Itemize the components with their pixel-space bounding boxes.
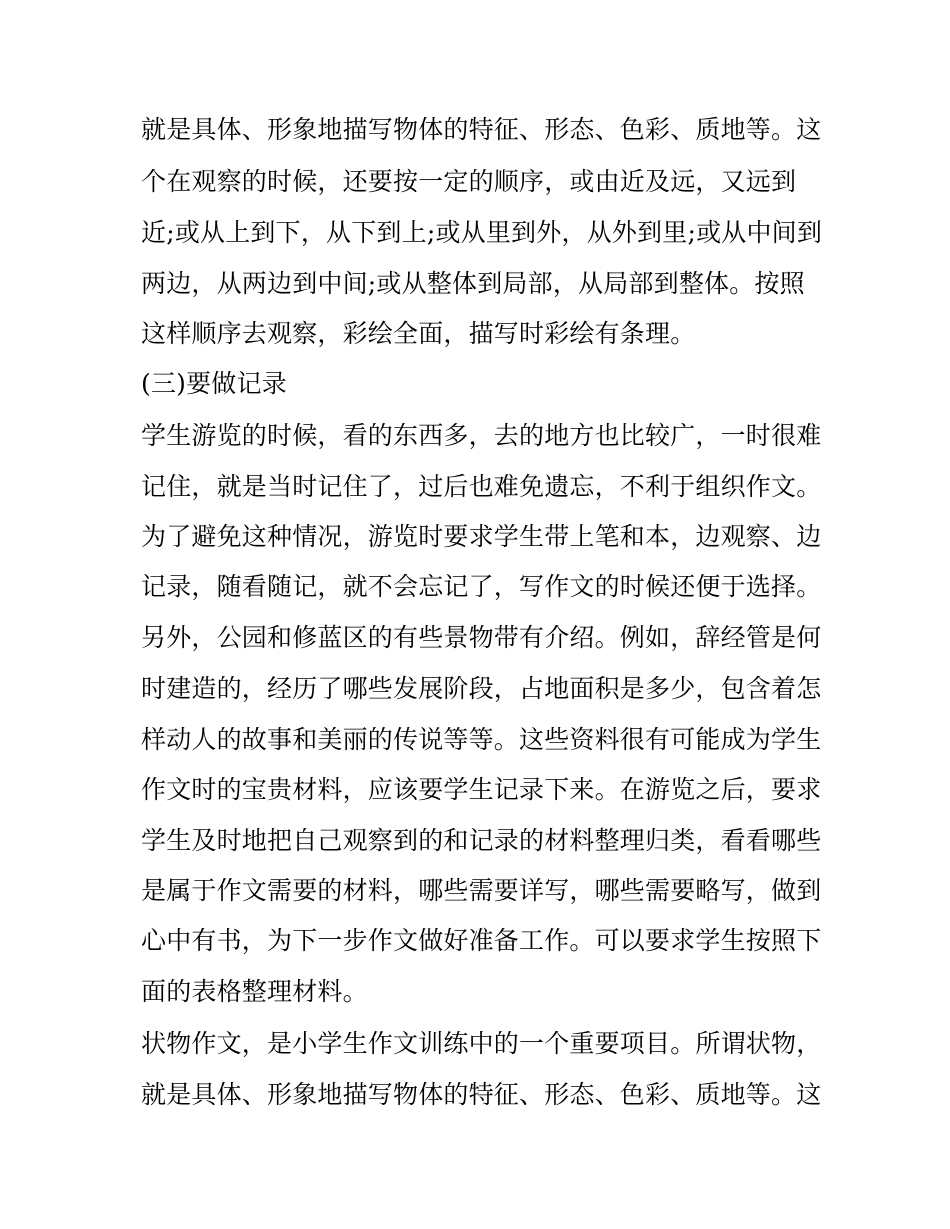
text-line: 面的表格整理材料。 (141, 977, 368, 1006)
text-line: 记住，就是当时记住了，过后也难免遗忘，不利于组织作文。 (141, 472, 822, 501)
section-heading: (三)要做记录 (141, 369, 287, 398)
text-line: 心中有书，为下一步作文做好准备工作。可以要求学生按照下 (141, 926, 822, 955)
text-line: 就是具体、形象地描写物体的特征、形态、色彩、质地等。这 (141, 115, 822, 144)
text-line: 两边，从两边到中间;或从整体到局部，从局部到整体。按照 (141, 269, 805, 298)
text-line: 这样顺序去观察，彩绘全面，描写时彩绘有条理。 (141, 319, 696, 348)
text-line: 学生及时地把自己观察到的和记录的材料整理归类，看看哪些 (141, 826, 822, 855)
text-line: 状物作文，是小学生作文训练中的一个重要项目。所谓状物， (141, 1029, 822, 1058)
text-line: 近;或从上到下，从下到上;或从里到外，从外到里;或从中间到 (141, 218, 823, 247)
text-line: 为了避免这种情况，游览时要求学生带上笔和本，边观察、边 (141, 522, 822, 551)
text-line: 个在观察的时候，还要按一定的顺序，或由近及远，又远到 (141, 167, 797, 196)
text-line: 就是具体、形象地描写物体的特征、形态、色彩、质地等。这 (141, 1080, 822, 1109)
text-line: 学生游览的时候，看的东西多，去的地方也比较广，一时很难 (141, 421, 822, 450)
text-line: 样动人的故事和美丽的传说等等。这些资料很有可能成为学生 (141, 725, 822, 754)
text-line: 作文时的宝贵材料，应该要学生记录下来。在游览之后，要求 (141, 775, 822, 804)
text-line: 是属于作文需要的材料，哪些需要详写，哪些需要略写，做到 (141, 876, 822, 905)
text-line: 另外，公园和修蓝区的有些景物带有介绍。例如，辞经管是何 (141, 623, 822, 652)
text-line: 记录，随看随记，就不会忘记了，写作文的时候还便于选择。 (141, 572, 822, 601)
text-line: 时建造的，经历了哪些发展阶段，占地面积是多少，包含着怎 (141, 674, 822, 703)
